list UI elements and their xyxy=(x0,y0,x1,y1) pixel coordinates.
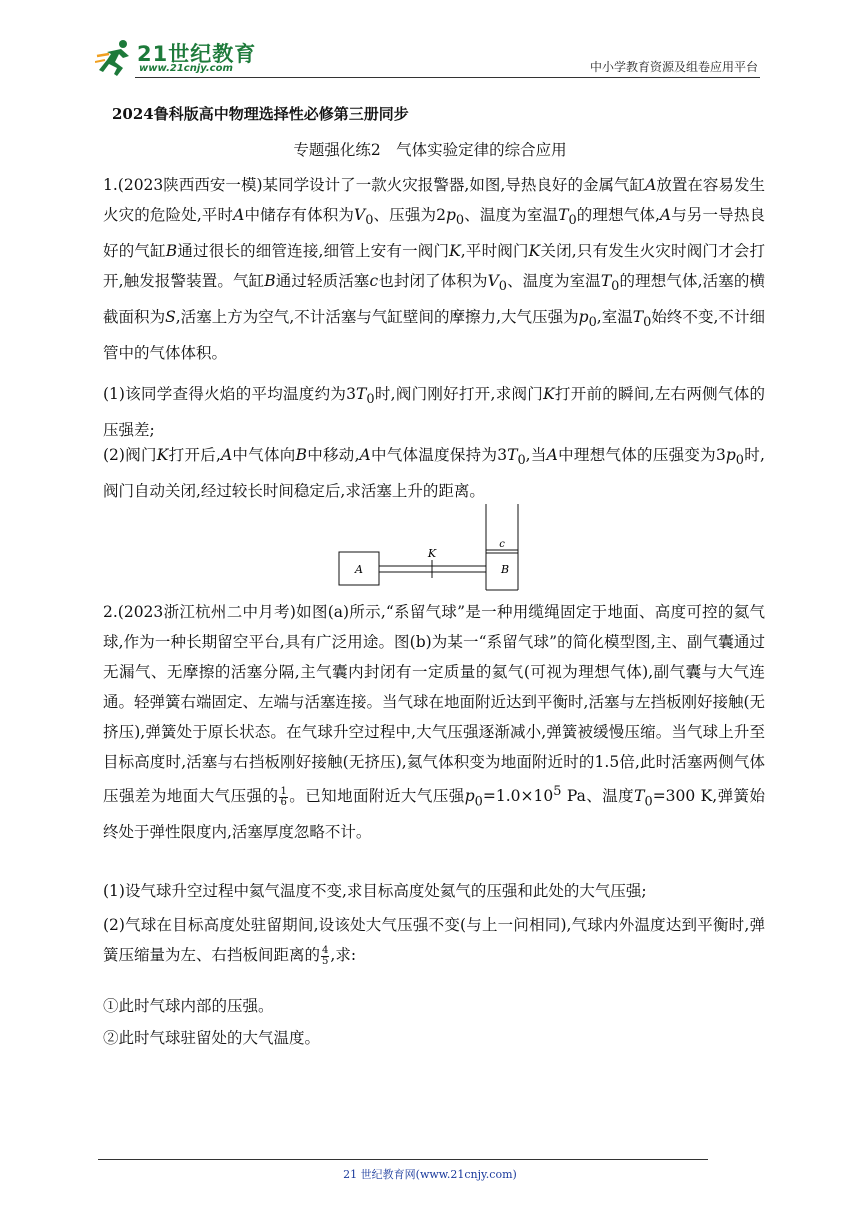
header-tagline: 中小学教育资源及组卷应用平台 xyxy=(589,60,758,74)
section-title: 专题强化练2 气体实验定律的综合应用 xyxy=(293,141,567,159)
label-b: B xyxy=(500,563,510,576)
question-2-stem: 2.(2023浙江杭州二中月考)如图(a)所示,“系留气球”是一种用缆绳固定于地面、高度可控的氦气球,作为一种长期留空平台,具有广泛用途。图(b)为某一“系留气球”的简化模型图,主、副气囊通过无漏气、无摩擦的活塞分隔,主气囊内封闭有一定质量的氦气(可视为理想气体),副气囊与大气连通。轻弹簧右端固定、左端与活塞连接。当气球在地面附近达到平衡时,活塞与左挡板刚好接触(无挤压),弹簧处于原长状态。在气球升空过程中,大气压强逐渐减小,弹簧被缓慢压缩。当气球上升至目标高度时,活塞与右挡板刚好接触(无挤压),氦气体积变为地面附近时的1.5倍,此时活塞两侧气体压强差为地面大气压强的 $\frac{1}{6}$ 。已知地面附近大气压强$p_0=1.0\times 10^5$ Pa、温度$T_0=300$ K,弹簧始终处于弹性限度内,活塞厚度忽略不计。 xyxy=(103,603,765,842)
label-c: c xyxy=(499,539,505,550)
question-1-figure xyxy=(335,502,525,594)
question-2-sub-1: ①此时气球内部的压强。 xyxy=(103,997,274,1015)
label-a: A xyxy=(355,563,363,576)
question-2-part-2: (2)气球在目标高度处驻留期间,设该处大气压强不变(与上一问相同),气球内外温度达到平衡时,弹簧压缩量为左、右挡板间距离的 $\frac{4}{5}$ ,求: xyxy=(103,916,765,967)
runner-logo-icon xyxy=(95,38,139,78)
header-rule xyxy=(135,77,760,78)
logo-brand-text: 21世纪教育 xyxy=(137,42,257,66)
footer-rule xyxy=(98,1159,708,1160)
logo-site-text: www.21cnjy.com xyxy=(139,63,233,74)
question-2-sub-2: ②此时气球驻留处的大气温度。 xyxy=(103,1029,321,1047)
gas-cylinder-diagram xyxy=(335,502,525,594)
page-footer: 21 世纪教育网(www.21cnjy.com) xyxy=(343,1168,517,1181)
brand-logo xyxy=(95,36,265,81)
document-title: 2024鲁科版高中物理选择性必修第三册同步 xyxy=(112,105,409,123)
question-1-stem: 1.(2023陕西西安一模)某同学设计了一款火灾报警器,如图,导热良好的金属气缸A放置在容易发生火灾的危险处,平时A中储存有体积为$V_0$、压强为$2p_0$、温度为室温$T_0$的理想气体,A与另一导热良好的气缸B通过很长的细管连接,细管上安有一阀门K,平时阀门K关闭,只有发生火灾时阀门才会打开,触发报警装置。气缸B通过轻质活塞c也封闭了体积为$V_0$、温度为室温$T_0$的理想气体,活塞的横截面积为S,活塞上方为空气,不计活塞与气缸壁间的摩擦力,大气压强为$p_0$,室温$T_0$始终不变,不计细管中的气体体积。 xyxy=(103,176,765,363)
question-2-part-1: (1)设气球升空过程中氦气温度不变,求目标高度处氦气的压强和此处的大气压强; xyxy=(103,882,647,900)
question-1-part-1: (1)该同学查得火焰的平均温度约为$3T_0$时,阀门刚好打开,求阀门K打开前的瞬间,左右两侧气体的压强差; xyxy=(103,385,765,440)
label-k: K xyxy=(427,547,437,560)
page-header xyxy=(95,36,760,81)
question-1-part-2: (2)阀门K打开后,A中气体向B中移动,A中气体温度保持为$3T_0$,当A中理想气体的压强变为$3p_0$时,阀门自动关闭,经过较长时间稳定后,求活塞上升的距离。 xyxy=(103,446,765,501)
